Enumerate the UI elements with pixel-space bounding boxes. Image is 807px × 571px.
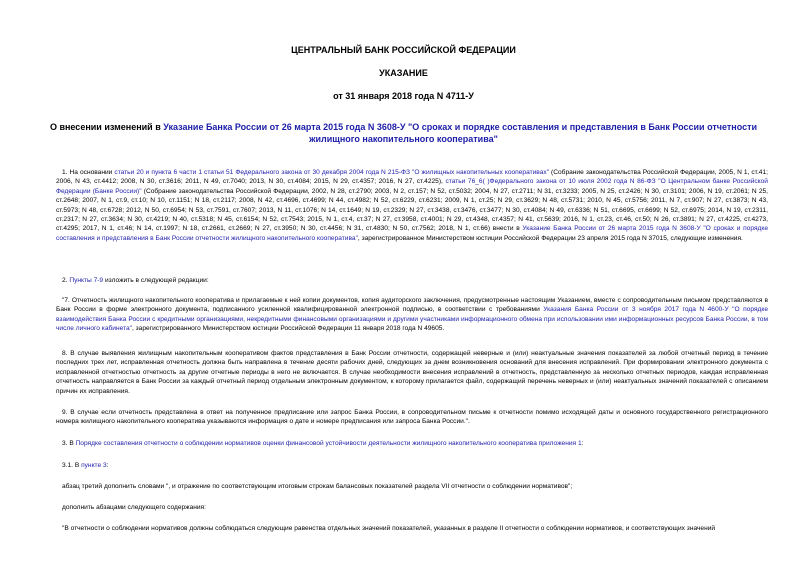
- document-type-heading: УКАЗАНИЕ: [379, 68, 428, 78]
- paragraph-6: [56, 439, 768, 448]
- p1-text-1: 1. На основании: [62, 169, 115, 176]
- paragraph-4: 8. В случае выявления жилищным накопительным кооперативом фактов представления в Банк России отчетности, содержащей неверные и (или) неактуальные значения показателей за любой отчетный период в течение последних трех лет, исправленная отчетность должна быть направлена в течение десяти рабочих дней, следующих за днем возникновения оснований для внесения исправлений. При формировании электронного документа с исправленной отчетностью отчетность за другие отчетные периоды в него не включается. В случае необходимости внесения исправлений в отчетность, представленную за несколько отчетных периодов, каждая исправленная отчетность направляется в Банк России за каждый отчетный период отдельным электронным документом, к которому прилагается файл, содержащий перечень неверных и (или) неактуальных значений показателей с описанием причин их исправления.: [56, 350, 768, 395]
- p1-text-4: , зарегистрированное Министерством юстиции Российской Федерации 23 апреля 2015 года N 37015, следующие изменения.: [357, 234, 743, 242]
- p1-link-law-86[interactable]: статьи 76_6( )Федерального закона от 10 июля 2002 года N 86-ФЗ "О Центральном банке Российской Федерации (Банке России)": [56, 178, 768, 195]
- p2-text-2: изложить в следующей редакции:: [103, 277, 209, 284]
- issuer-heading: ЦЕНТРАЛЬНЫЙ БАНК РОССИЙСКОЙ ФЕДЕРАЦИИ: [291, 45, 516, 55]
- p7-text-1: 3.1. В: [62, 462, 82, 469]
- paragraph-1: [56, 168, 768, 243]
- paragraph-8: абзац третий дополнить словами ", и отражение по соответствующим итоговым строкам балансовых показателей раздела VII отчетности о соблюдении нормативов";: [62, 483, 573, 490]
- p6-text-2: :: [581, 440, 584, 447]
- p1-text-3: (Собрание законодательства Российской Федерации, 2002, N 28, ст.2790; 2003, N 2, ст.157; N 52, ст.5032; 2004, N 27, ст.2711; N 31, ст.3233; 2005, N 25, ст.2426; N 30, ст.3101; 2006, N 19, ст.2061; N 25, ст.2648; 2007, N 1, ст.9, ст.10; N 10, ст.1151; N 18, ст.2117; 2008, N 42, ст.4696, ст.4699; N 44, ст.4982; N 52, ст.6229, ст.6231; 2009, N 1, ст.25; N 29, ст.3629; N 48, ст.5731; 2010, N 45, ст.5756; 2011, N 7, ст.907; N 27, ст.3873; N 43, ст.5973; N 48, ст.6728; 2012, N 50, ст.6954; N 53, ст.7591, ст.7607; 2013, N 11, ст.1076; N 14, ст.1649; N 19, ст.2329; N 27, ст.3438, ст.3476, ст.3477; N 30, ст.4084; N 49, ст.6336; N 51, ст.6695, ст.6699; N 52, ст.6975; 2014, N 19, ст.2311, ст.2317; N 27, ст.3634; N 30, ст.4219; N 40, ст.5318; N 45, ст.6154; N 52, ст.7543; 2015, N 1, ст.4, ст.37; N 27, ст.3958, ст.4001; N 29, ст.4348, ст.4357; N 41, ст.5639; 2016, N 1, ст.23, ст.46, ст.50; N 26, ст.3891; N 27, ст.4225, ст.4273, ст.4295; 2017, N 1, ст.46; N 14, ст.1997; N 18, ст.2661, ст.2669; N 27, ст.3950; N 30, ст.4456; N 31, ст.4830; N 50, ст.7562; 2018, N 1, ст.66) внести в: [56, 187, 769, 233]
- paragraph-5: 9. В случае если отчетность представлена в ответ на полученное предписание или запрос Банка России, в сопроводительном письме к отчетности помимо исходящей даты и основного государственного регистрационного номера жилищного накопительного кооператива указываются информация о дате и номере предписания или запроса Банка России.".: [56, 409, 768, 426]
- title-link[interactable]: Указание Банка России от 26 марта 2015 года N 3608-У "О сроках и порядке составления и представления в Банк России отчетности жилищного накопительного кооператива": [163, 122, 758, 144]
- p6-link-procedure[interactable]: Порядке составления отчетности о соблюдении нормативов оценки финансовой устойчивости деятельности жилищного накопительного кооператива приложения 1: [75, 440, 582, 447]
- document-title: [40, 121, 767, 145]
- paragraph-9: дополнить абзацами следующего содержания:: [62, 504, 206, 511]
- p1-text-2: (Собрание законодательства Российской Федерации, 2005, N 1, ст.41; 2006, N 43, ст.4412; 2008, N 30, ст.3616; 2011, N 49, ст.7040; 2013, N 30, ст.4084; 2015, N 29, ст.4357; 2016, N 27, ст.4225),: [56, 169, 768, 186]
- p6-text-1: 3. В: [62, 440, 76, 447]
- p1-link-law-215[interactable]: статьи 20 и пункта 6 части 1 статьи 51 Федерального закона от 30 декабря 2004 года N 215-ФЗ "О жилищных накопительных кооперативах": [114, 169, 550, 176]
- p3-text-2: , зарегистрированного Министерством юстиции Российской Федерации 11 января 2018 года N 49605.: [132, 325, 445, 333]
- paragraph-2: [56, 276, 768, 285]
- p2-link-points[interactable]: Пункты 7-9: [69, 277, 104, 284]
- paragraph-7: [56, 461, 768, 470]
- p3-text-1: "7. Отчетность жилищного накопительного кооператива и прилагаемые к ней копии документов, копия аудиторского заключения, предусмотренные настоящим Указанием, вместе с сопроводительным письмом представляются в Банк России в форме электронного документа, подписанного усиленной квалифицированной электронной подписью, в соответствии с требованиями: [56, 297, 768, 314]
- p7-link-point-3[interactable]: пункте 3: [81, 462, 107, 469]
- title-prefix: О внесении изменений в: [49, 122, 164, 132]
- p1-link-ukazanie-3608[interactable]: Указание Банка России от 26 марта 2015 года N 3608-У "О сроках и порядке составления и представления в Банк России отчетности жилищного накопительного кооператива": [56, 225, 768, 242]
- document-date-number: от 31 января 2018 года N 4711-У: [333, 91, 474, 101]
- paragraph-3: [56, 296, 768, 334]
- p3-link-ukazanie-4600[interactable]: Указания Банка России от 3 ноября 2017 года N 4600-У "О порядке взаимодействия Банка России с кредитными организациями, некредитными финансовыми организациями и другими участниками информационного обмена при использовании ими информационных ресурсов Банка России, в том числе личного кабинета": [56, 306, 768, 333]
- paragraph-10: "В отчетности о соблюдении нормативов должны соблюдаться следующие равенства отдельных значений показателей, указанных в разделе II отчетности о соблюдении нормативов, и соответствующих значений: [62, 525, 716, 532]
- p2-text-1: 2.: [62, 277, 70, 284]
- p7-text-2: :: [106, 462, 109, 469]
